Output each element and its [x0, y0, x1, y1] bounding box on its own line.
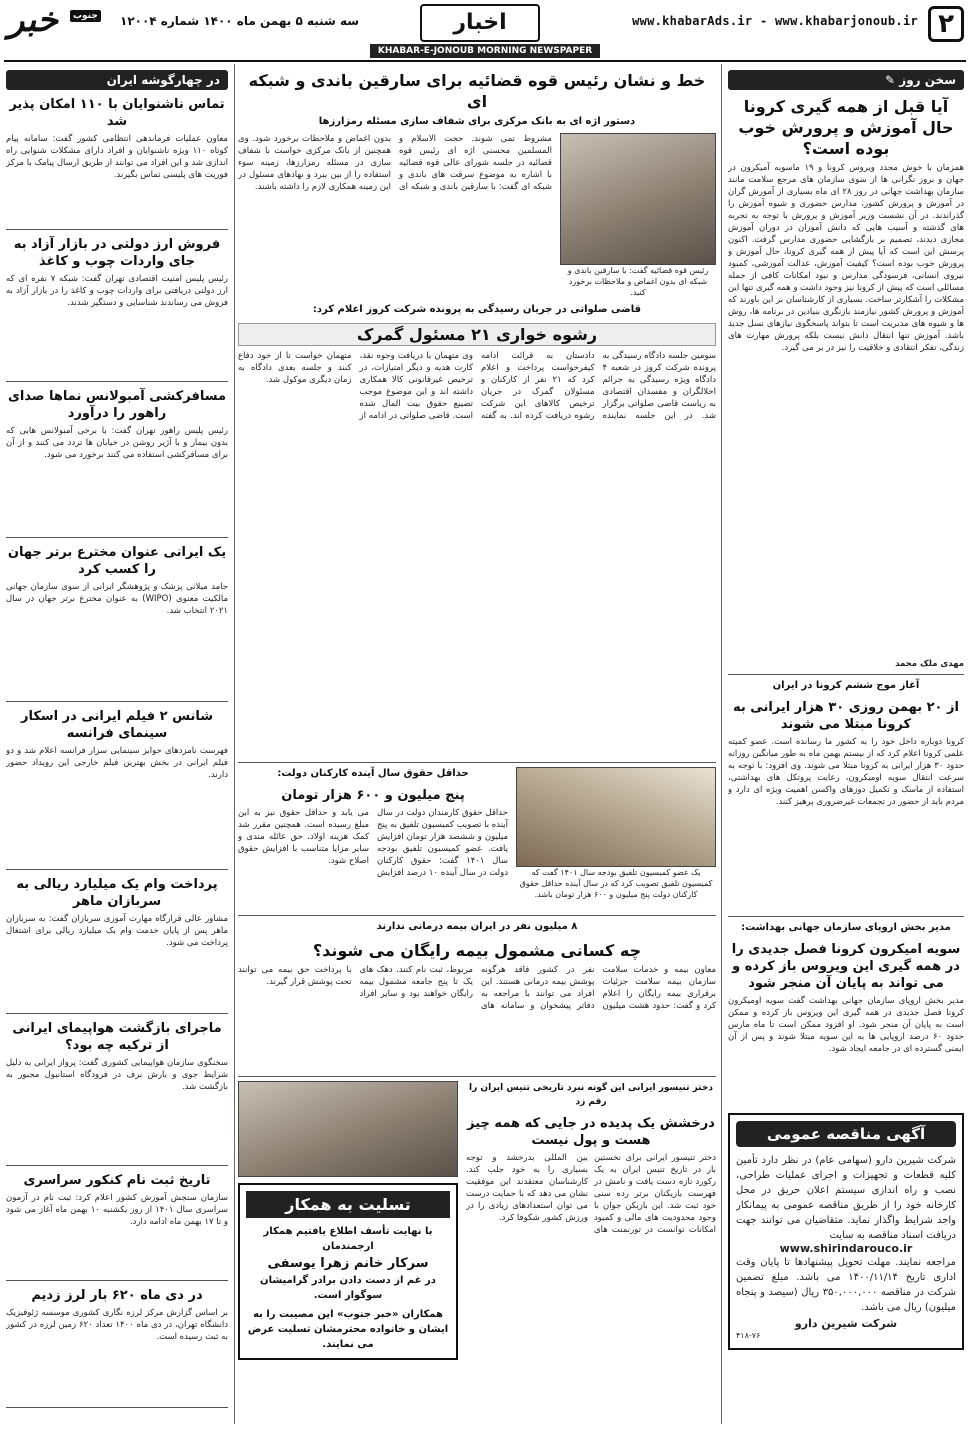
regional-body: معاون عملیات فرماندهی انتظامی کشور گفت: سامانه پیام کوتاه ۱۱۰ ویژه ناشنوایان و افراد دارای مشکلات شنوایی راه اندازی شد و این افراد می توانند از طریق ارسال پیامک با مرکز فوریت های پلیسی تماس بگیرند. — [6, 134, 228, 180]
sport-story — [466, 1081, 716, 1368]
corona-headline: از ۲۰ بهمن روزی ۳۰ هزار ایرانی به کرونا مبتلا می شوند — [733, 700, 959, 732]
list-item — [6, 96, 228, 230]
regional-headline: پرداخت وام یک میلیارد ریالی به سربازان ماهر — [16, 877, 218, 909]
tender-title: آگهی مناقصه عمومی — [736, 1121, 956, 1147]
header-rule — [4, 60, 966, 62]
divider — [6, 1280, 228, 1281]
divider — [6, 537, 228, 538]
regional-body: حامد میلانی پزشک و پژوهشگر ایرانی از سوی سازمان جهانی مالکیت معنوی (WIPO) به عنوان مخترع برتر جهان در سال ۲۰۲۱ انتخاب شد. — [6, 582, 228, 616]
regional-headline: فروش ارز دولتی در بازار آزاد به جای واردات چوب و کاغذ — [13, 237, 221, 269]
sport-headline: درخشش یک پدیده در جایی که همه چیز هست و پول نیست — [467, 1116, 715, 1148]
regional-body: فهرست نامزدهای جوایز سینمایی سزار فرانسه اعلام شد و دو فیلم ایرانی در بخش بهترین فیلم خارجی این رویداد حضور دارند. — [6, 746, 228, 780]
website-urls[interactable]: www.khabarAds.ir - www.khabarjonoub.ir — [632, 14, 918, 28]
regional-headline: در دی ماه ۶۲۰ بار لرز زدیم — [31, 1288, 203, 1303]
center-column — [238, 64, 716, 1368]
regional-body: رئیس پلیس راهور تهران گفت: با برخی آمبولانس هایی که بدون بیمار و با آژیر روشن در خیابان ها تردد می کنند و از آن برای مسافرکشی استفاده می کنند برخورد می شود. — [6, 426, 228, 460]
list-item — [6, 708, 228, 870]
logo-text: خبر — [8, 0, 59, 40]
insurance-headline: چه کسانی مشمول بیمه رایگان می شوند؟ — [312, 941, 642, 960]
who-body: مدیر بخش اروپای سازمان جهانی بهداشت گفت سویه اومیکرون کرونا فصل جدیدی در همه گیری این ویروس باز کرده و ممکن است به پایان آن منجر شود. او افزود ممکن است تا ماه مارس حدود ۶۰ درصد اروپایی ها به این سویه مبتلا شوند و پس از آن ایمنی گسترده ای در جامعه ایجاد شود. — [728, 996, 964, 1054]
regional-body: رئیس پلیس امنیت اقتصادی تهران گفت: شبکه ۷ نفره ای که ارز دولتی دریافتی برای واردات چوب و کاغذ را در بازار آزاد به فروش می رساندند شناسایی و دستگیر شدند. — [6, 274, 228, 308]
wage-kicker: حداقل حقوق سال آینده کارکنان دولت: — [277, 768, 469, 779]
who-kicker: مدیر بخش اروپای سازمان جهانی بهداشت: — [741, 922, 951, 933]
column-rule — [721, 64, 722, 1424]
tender-code: ۴۱۸-۷۶ — [736, 1331, 761, 1340]
regional-headline: شانس ۲ فیلم ایرانی در اسکار سینمای فرانسه — [20, 709, 214, 741]
sport-kicker: دختر تنیسور ایرانی این گونه نبرد تاریخی تنیس ایران را رقم زد — [469, 1083, 713, 1107]
photo-caption: رئیس قوه قضائیه گفت: با سارقین باندی و شبکه ای بدون اغماض و ملاحظات برخورد کنید. — [567, 266, 709, 297]
divider — [6, 1013, 228, 1014]
regional-box-title: در چهارگوشه ایران — [6, 70, 228, 90]
condolence-box — [238, 1183, 458, 1360]
insurance-kicker: ۸ میلیون نفر در ایران بیمه درمانی ندارند — [376, 921, 578, 932]
divider — [6, 229, 228, 230]
insurance-body: معاون بیمه و خدمات سلامت سازمان بیمه سلامت جزئیات برقراری بیمه رایگان را اعلام کرد و گفت: حدود هشت میلیون نفر در کشور فاقد هرگونه پوشش بیمه درمانی هستند. این افراد می توانند با مراجعه به دفاتر پیشخوان و سامانه های مربوط، ثبت نام کنند. دهک های یک تا پنج جامعه مشمول بیمه رایگان خواهند بود و سایر افراد با پرداخت حق بیمه می توانند تحت پوشش قرار گیرند. — [238, 965, 716, 1011]
divider — [238, 1076, 716, 1077]
pen-icon: ✎ — [885, 73, 896, 87]
list-item — [6, 1172, 228, 1281]
lead-photo-block — [560, 133, 716, 299]
corona-kicker: آغاز موج ششم کرونا در ایران — [772, 680, 920, 691]
divider — [6, 701, 228, 702]
editorial-box-title — [728, 70, 964, 90]
tender-tail: مراجعه نمایند. مهلت تحویل پیشنهادها تا پایان وقت اداری تاریخ ۱۴۰۰/۱۱/۱۴ می باشد. مبلغ تضمین شرکت در مناقصه ۳۵۰,۰۰۰,۰۰۰ ریال (سیصد و پنجاه میلیون) ریال می باشد. — [736, 1257, 956, 1313]
condolence-name: سرکار خانم زهرا یوسفی — [267, 1256, 429, 1271]
money-photo — [516, 767, 716, 867]
section-title: اخبار — [420, 4, 540, 42]
condolence-line1: با نهایت تأسف اطلاع یافتیم همکار ارجمندمان — [263, 1226, 433, 1252]
tender-body: شرکت شیرین دارو (سهامی عام) در نظر دارد تأمین کلیه قطعات و تجهیزات و اجرای عملیات طراحی، نصب و راه اندازی سیستم اعلان حریق در محل کارخانه خود را از طریق مناقصه عمومی به پیمانکار واجد شرایط واگذار نماید. متقاضیان می توانند جهت دریافت اسناد مناقصه به سایت — [736, 1155, 956, 1241]
divider — [6, 869, 228, 870]
regional-body: بر اساس گزارش مرکز لرزه نگاری کشوری موسسه ژئوفیزیک دانشگاه تهران، در دی ماه ۱۴۰۰ تعداد ۶۲۰ زمین لرزه در کشور به ثبت رسیده است. — [6, 1308, 228, 1342]
dateline: سه شنبه ۵ بهمن ماه ۱۴۰۰ شماره ۱۲۰۰۴ — [120, 14, 360, 28]
newspaper-logo — [6, 2, 98, 46]
divider — [238, 762, 716, 763]
editorial-label: سخن روز — [899, 73, 956, 87]
lead-body: مشروط نمی شوند. حجت الاسلام و المسلمین محسنی اژه ای رئیس قوه قضائیه در جلسه شورای عالی قوه قضائیه با اشاره به موضوع سرقت های باندی و شبکه ای گفت: با سارقین باندی و شبکه ای بدون اغماض و ملاحظات برخورد شود. وی همچنین از بانک مرکزی خواست با شفاف سازی در مسئله رمزارزها، زمینه سوء استفاده را از بین ببرد و نهادهای مسئول در این زمینه همکاری لازم را داشته باشند. — [238, 134, 552, 192]
regional-headline: مسافرکشی آمبولانس نماها صدای راهور را درآورد — [8, 389, 226, 421]
condolence-line2: در غم از دست دادن برادر گرامیشان سوگوار است. — [260, 1275, 436, 1301]
tender-signature: شرکت شیرین دارو — [794, 1318, 898, 1330]
lead-story — [238, 133, 716, 299]
tennis-player-photo — [238, 1081, 458, 1177]
divider — [6, 1407, 228, 1408]
list-item — [6, 236, 228, 382]
wage-headline: پنج میلیون و ۶۰۰ هزار تومان — [281, 788, 465, 803]
who-headline: سویه امیکرون کرونا فصل جدیدی را در همه گیری این ویروس باز کرده و می تواند به پایان آن منجر شود — [731, 942, 961, 991]
left-column — [6, 64, 228, 1412]
customs-headline: رشوه خواری ۲۱ مسئول گمرک — [238, 323, 716, 346]
masthead — [0, 0, 970, 62]
judiciary-chief-photo — [560, 133, 716, 265]
regional-headline: ماجرای بازگشت هواپیمای ایرانی از ترکیه چه بود؟ — [12, 1021, 222, 1053]
list-item — [6, 1020, 228, 1166]
logo-sub: جنوب — [70, 10, 101, 22]
regional-headline: تاریخ ثبت نام کنکور سراسری — [23, 1173, 211, 1188]
wage-caption: یک عضو کمیسیون تلفیق بودجه سال ۱۴۰۱ گفت که کمیسیون تلفیق تصویب کرد که در سال آینده حداقل حقوق کارکنان دولت پنج میلیون و ۶۰۰ هزار تومان باشد. — [519, 868, 713, 899]
regional-headline: تماس ناشنوایان با ۱۱۰ امکان پذیر شد — [9, 97, 225, 129]
condolence-area — [238, 1081, 458, 1368]
list-item — [6, 388, 228, 538]
list-item — [6, 544, 228, 702]
divider — [728, 916, 964, 917]
wage-text — [238, 767, 508, 911]
lead-subheadline: دستور اژه ای به بانک مرکزی برای شفاف سازی مسئله رمزارزها — [318, 116, 636, 127]
customs-kicker: قاضی صلواتی در جریان رسیدگی به پرونده شرکت کروز اعلام کرد: — [312, 304, 642, 315]
regional-body: مشاور عالی قرارگاه مهارت آموزی سربازان گفت: به سربازان ماهر پس از پایان خدمت وام یک میلیارد ریالی برای اشتغال پرداخت می شود. — [6, 914, 228, 948]
regional-headline: یک ایرانی عنوان مخترع برتر جهان را کسب کرد — [7, 545, 227, 577]
column-rule — [234, 64, 235, 1424]
divider — [238, 915, 716, 916]
divider — [6, 1165, 228, 1166]
list-item — [6, 1287, 228, 1408]
editorial-body: همزمان با خوش مجدد ویروس کرونا و ۱۹ ماسوبه آمیکرون در جهان و بروز نگرانی ها از سوی سازمان های مرجع سلامت مانند سازمان بهداشت جهانی در روز ۲۸ ای ماه بسیاری از آمورش گران در آمورش و پرورش کشور، مدارس حضوری و شیوه آموزش را گذراندند. در آن نشست وزیر آموزش و پرورش با توجه به تجربه های گذشته و آسیب هایی که دانش آموزان در دوران آموزش مجازی دیدند، تصمیم بر بازگشایی حضوری مدارس گرفت. اکنون پرسش این است که آیا پیش از همه گیری کرونا، حال آموزش و پرورش خوب بوده است؟ کیفیت آموزش، عدالت آموزشی، کمبود نیروی انسانی، فرسودگی مدارس و نبود امکانات کافی از جمله مسائلی است که پیش از کرونا نیز وجود داشت و همه گیری تنها این مشکلات را آشکارتر ساخت. بسیاری از کارشناسان بر این باورند که آموزش و پرورش کشور نیازمند بازنگری بنیادین در برنامه ها، روش ها و شیوه های مدیریت است تا بتواند پاسخگوی نیازهای نسل جدید باشد. آموزش تنها انتقال دانش نیست بلکه پرورش مهارت های زندگی، تفکر انتقادی و خلاقیت را نیز در بر می گیرد. — [728, 163, 964, 353]
bottom-row — [238, 1081, 716, 1368]
regional-body: سخنگوی سازمان هواپیمایی کشوری گفت: پرواز ایرانی به دلیل شرایط جوی و بارش برف در فرودگاه استانبول مجبور به بازگشت شد. — [6, 1058, 228, 1092]
condolence-line3: همکاران «خبر جنوب» این مصیبت را به ایشان و خانواده محترمشان تسلیت عرض می نمایند. — [247, 1309, 449, 1350]
corona-body: کرونا دوباره داخل خود را به کشور ما رسانده است. عضو کمیته علمی کرونا اعلام کرد که از بیستم بهمن ماه به طور میانگین روزانه حدود ۳۰ هزار ایرانی به کرونا مبتلا می شوند. وی افزود: با توجه به سرعت انتقال سویه اومیکرون، رعایت پروتکل های بهداشتی، استفاده از ماسک و تکمیل دوزهای واکسن اهمیت ویژه ای دارد و مردم باید از حضور در تجمعات غیرضروری پرهیز کنند. — [728, 737, 964, 807]
divider — [728, 674, 964, 675]
tender-ad — [728, 1113, 964, 1350]
regional-body: سازمان سنجش آموزش کشور اعلام کرد: ثبت نام در آزمون سراسری سال ۱۴۰۱ از روز یکشنبه ۱۰ بهمن ماه آغاز می شود و تا ۱۷ بهمن ماه ادامه دارد. — [6, 1193, 228, 1227]
lead-headline: خط و نشان رئیس قوه قضائیه برای سارقین باندی و شبکه ای — [248, 71, 706, 111]
editorial-headline: آیا قبل از همه گیری کرونا حال آموزش و پرورش خوب بوده است؟ — [738, 97, 954, 158]
page-number: ۲ — [928, 6, 964, 42]
list-item — [6, 876, 228, 1014]
customs-body: سومین جلسه دادگاه رسیدگی به پرونده شرکت کروز در شعبه ۴ دادگاه ویژه رسیدگی به جرائم اخلالگران و مفسدان اقتصادی به ریاست قاضی صلواتی برگزار شد. در این جلسه نماینده دادستان به قرائت ادامه کیفرخواست پرداخت و اعلام کرد که ۲۱ نفر از کارکنان و مسئولان گمرک در جریان ترخیص کالاهای این شرکت رشوه دریافت کرده اند. به گفته وی متهمان با دریافت وجوه نقد، کارت هدیه و دیگر امتیازات، در ترخیص غیرقانونی کالا همکاری داشته اند و این موضوع موجب تضییع حقوق بیت المال شده است. قاضی صلواتی در ادامه از متهمان خواست تا از خود دفاع کنند و جلسه بعدی دادگاه به زمان دیگری موکول شد. — [238, 351, 716, 421]
regional-news-list — [6, 96, 228, 1408]
tender-website[interactable]: www.shirindarouco.ir — [779, 1243, 913, 1255]
divider — [6, 381, 228, 382]
sport-body: دختر تنیسور ایرانی برای نخستین بار در تاریخ تنیس ایران به یک رکورد تازه دست یافت و نامش در فهرست بازیکنان برتر رده سنی خود ثبت شد. این بازیکن جوان با وجود محدودیت های مالی و کمبود امکانات توانست در تورنمنت های بین المللی بدرخشد و توجه بسیاری را به خود جلب کند. کارشناسان معتقدند این موفقیت نشان می دهد که با حمایت درست می توان استعدادهای زیادی را در ورزش کشور شکوفا کرد. — [466, 1153, 716, 1235]
header-strip: KHABAR-E-JONOUB MORNING NEWSPAPER — [370, 44, 600, 58]
wage-story — [238, 767, 716, 911]
wage-body: حداقل حقوق کارمندان دولت در سال آینده با تصویب کمیسیون تلفیق به پنج میلیون و ششصد هزار تومان افزایش یافت. عضو کمیسیون تلفیق بودجه سال ۱۴۰۱ گفت: حقوق کارکنان دولت در سال آینده ۱۰ درصد افزایش می یابد و حداقل حقوق نیز به این مبلغ رسیده است. همچنین مقرر شد کمک هزینه اولاد، حق عائله مندی و سایر مزایا متناسب با افزایش حقوق اصلاح شود. — [238, 808, 508, 878]
right-column — [728, 64, 964, 1350]
editorial-author: مهدی ملک محمد — [895, 659, 964, 669]
condolence-title: تسلیت به همکار — [246, 1191, 450, 1218]
wage-photo-block — [516, 767, 716, 911]
